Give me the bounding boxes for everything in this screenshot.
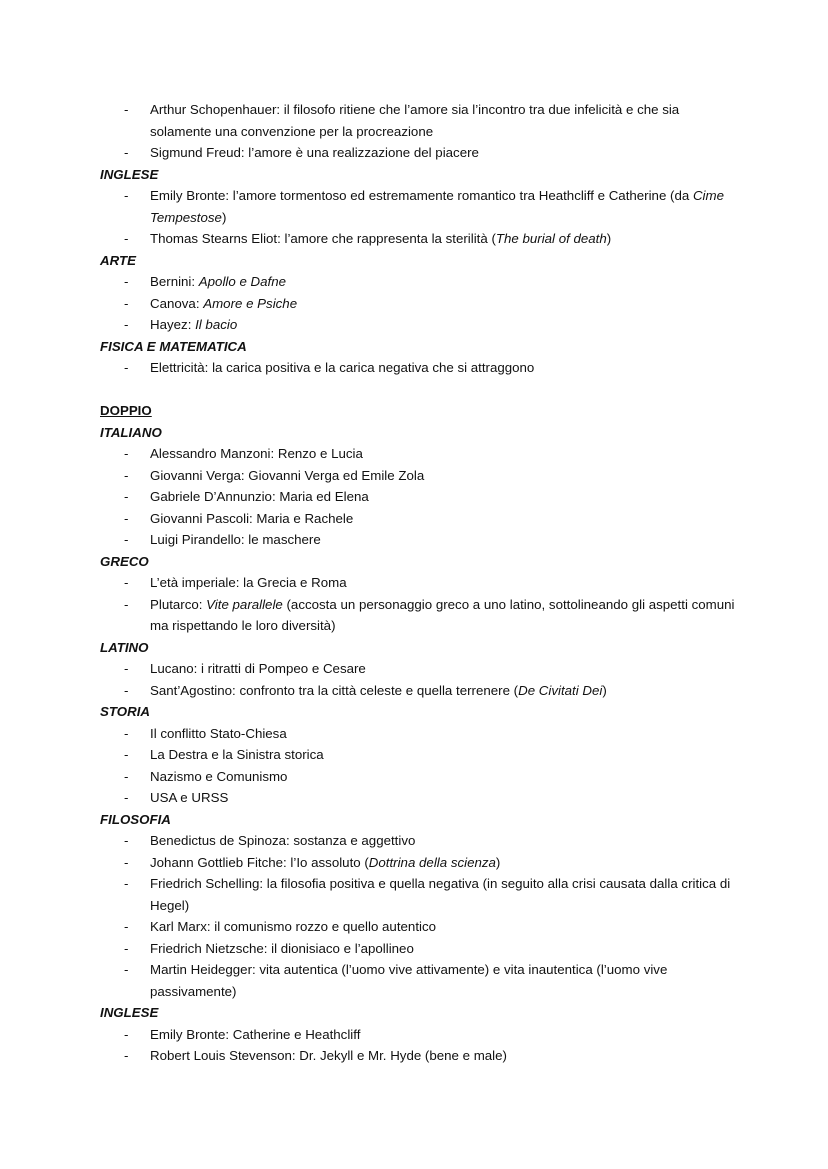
item-text: Hayez: [150,317,196,332]
list-item [100,1024,740,1046]
list-item [100,744,740,766]
list-item [100,185,740,228]
italic-title-text: Cime Tempestose [150,188,724,225]
item-text: Nazismo e Comunismo [150,768,288,784]
item-text: ) [495,854,501,870]
item-text: Plutarco: [150,596,207,612]
list-item [100,142,740,164]
bullet-dash: - [124,661,129,676]
bullet-dash: - [124,919,129,934]
list-item [100,916,740,938]
item-text: Johann Gottlieb Fitche: l’Io assoluto ( [150,854,369,870]
bullet-dash: - [124,1048,129,1063]
italic-title-text: The burial of death [495,231,607,246]
document-page [100,99,740,1067]
italic-title-text: Dottrina della scienza [368,854,496,870]
item-text: La Destra e la Sinistra storica [150,747,324,762]
item-text: Il conflitto Stato-Chiesa [150,725,287,741]
list-item [100,508,740,530]
bullet-dash: - [124,747,129,762]
item-text: ) [606,231,612,246]
bullet-dash: - [124,596,129,612]
subject-heading: FISICA E MATEMATICA [100,338,247,354]
bullet-dash: - [124,575,129,590]
item-text: Luigi Pirandello: le maschere [150,532,321,547]
item-text: Giovanni Pascoli: Maria e Rachele [150,510,354,526]
section-title: DOPPIO [100,403,152,418]
item-text: Karl Marx: il comunismo rozzo e quello autentico [150,919,437,934]
item-text: Robert Louis Stevenson: Dr. Jekyll e Mr. Hyde (bene e male) [150,1048,507,1063]
item-text: Friedrich Nietzsche: il dionisiaco e l’apollineo [150,940,414,956]
item-text: Elettricità: la carica positiva e la carica negativa che si attraggono [150,360,535,375]
bullet-dash: - [124,510,129,526]
bullet-dash: - [124,446,129,461]
list-item [100,293,740,315]
subject-heading: ITALIANO [100,424,162,440]
bullet-dash: - [124,833,129,848]
item-text: Thomas Stearns Eliot: l’amore che rappresenta la sterilità ( [150,231,496,246]
item-text: Emily Bronte: l’amore tormentoso ed estremamente romantico tra Heathcliff e Catherine (da [150,188,693,203]
list-item [100,99,740,142]
bullet-dash: - [124,940,129,956]
subject-heading: STORIA [100,704,150,719]
bullet-dash: - [124,790,129,805]
list-item [100,443,740,465]
bullet-dash: - [124,768,129,784]
list-item [100,465,740,487]
item-text: Sigmund Freud: l’amore è una realizzazione del piacere [150,145,479,160]
bullet-dash: - [124,1026,129,1042]
item-text: Gabriele D’Annunzio: Maria ed Elena [150,489,369,504]
item-text: Alessandro Manzoni: Renzo e Lucia [150,446,363,461]
list-item [100,594,740,637]
item-text: Benedictus de Spinoza: sostanza e aggettivo [150,833,416,848]
subject-heading: ARTE [100,252,136,268]
list-item [100,314,740,336]
list-item [100,873,740,916]
item-text: Sant’Agostino: confronto tra la città celeste e quella terrenere ( [150,682,519,698]
list-item [100,766,740,788]
item-text: Martin Heidegger: vita autentica (l’uomo vive attivamente) e vita inautentica (l’uomo vive passivamente) [150,962,668,999]
bullet-dash: - [124,145,129,160]
item-text: ) [221,209,227,225]
item-text: Lucano: i ritratti di Pompeo e Cesare [150,661,366,676]
subject-heading: FILOSOFIA [100,811,171,827]
item-text: Arthur Schopenhauer: il filosofo ritiene che l’amore sia l’incontro tra due infelicità e che sia solamente una convenzione per la procreazione [150,102,680,139]
bullet-dash: - [124,274,129,289]
list-item [100,572,740,594]
list-item [100,271,740,293]
item-text: Canova: [150,295,204,311]
italic-title-text: Apollo e Dafne [198,274,287,289]
item-text: ) [602,682,607,698]
bullet-dash: - [124,317,129,332]
list-item [100,658,740,680]
bullet-dash: - [124,231,129,246]
item-text: USA e URSS [150,790,229,805]
subject-heading: GRECO [100,553,149,569]
bullet-dash: - [124,854,129,870]
bullet-dash: - [124,489,129,504]
list-item [100,486,740,508]
list-item [100,357,740,379]
italic-title-text: Il bacio [195,317,238,332]
bullet-dash: - [124,467,129,483]
bullet-dash: - [124,532,129,547]
item-text: L’età imperiale: la Grecia e Roma [150,575,347,590]
item-text: Friedrich Schelling: la filosofia positiva e quella negativa (in seguito alla crisi causata dalla critica di Hegel) [150,876,731,913]
item-text: Bernini: [150,274,199,289]
list-item [100,852,740,874]
list-item [100,938,740,960]
list-item [100,830,740,852]
list-item [100,680,740,702]
bullet-dash: - [124,725,129,741]
list-item [100,228,740,250]
subject-heading: INGLESE [100,1005,159,1020]
list-item [100,723,740,745]
list-item [100,1045,740,1067]
list-item [100,787,740,809]
item-text: (accosta un personaggio greco a uno latino, sottolineando gli aspetti comuni ma rispettando le loro diversità) [150,596,735,633]
bullet-dash: - [124,295,129,311]
italic-title-text: De Civitati Dei [518,682,603,698]
bullet-dash: - [124,962,129,977]
subject-heading: LATINO [100,639,149,655]
item-text: Emily Bronte: Catherine e Heathcliff [150,1026,361,1042]
bullet-dash: - [124,360,129,375]
bullet-dash: - [124,682,129,698]
bullet-dash: - [124,102,129,117]
bullet-dash: - [124,876,129,891]
bullet-dash: - [124,188,129,203]
spacer [100,379,740,401]
item-text: Giovanni Verga: Giovanni Verga ed Emile Zola [150,467,425,483]
italic-title-text: Amore e Psiche [203,295,298,311]
list-item [100,959,740,1002]
italic-title-text: Vite parallele [206,596,283,612]
list-item [100,529,740,551]
subject-heading: INGLESE [100,166,159,182]
